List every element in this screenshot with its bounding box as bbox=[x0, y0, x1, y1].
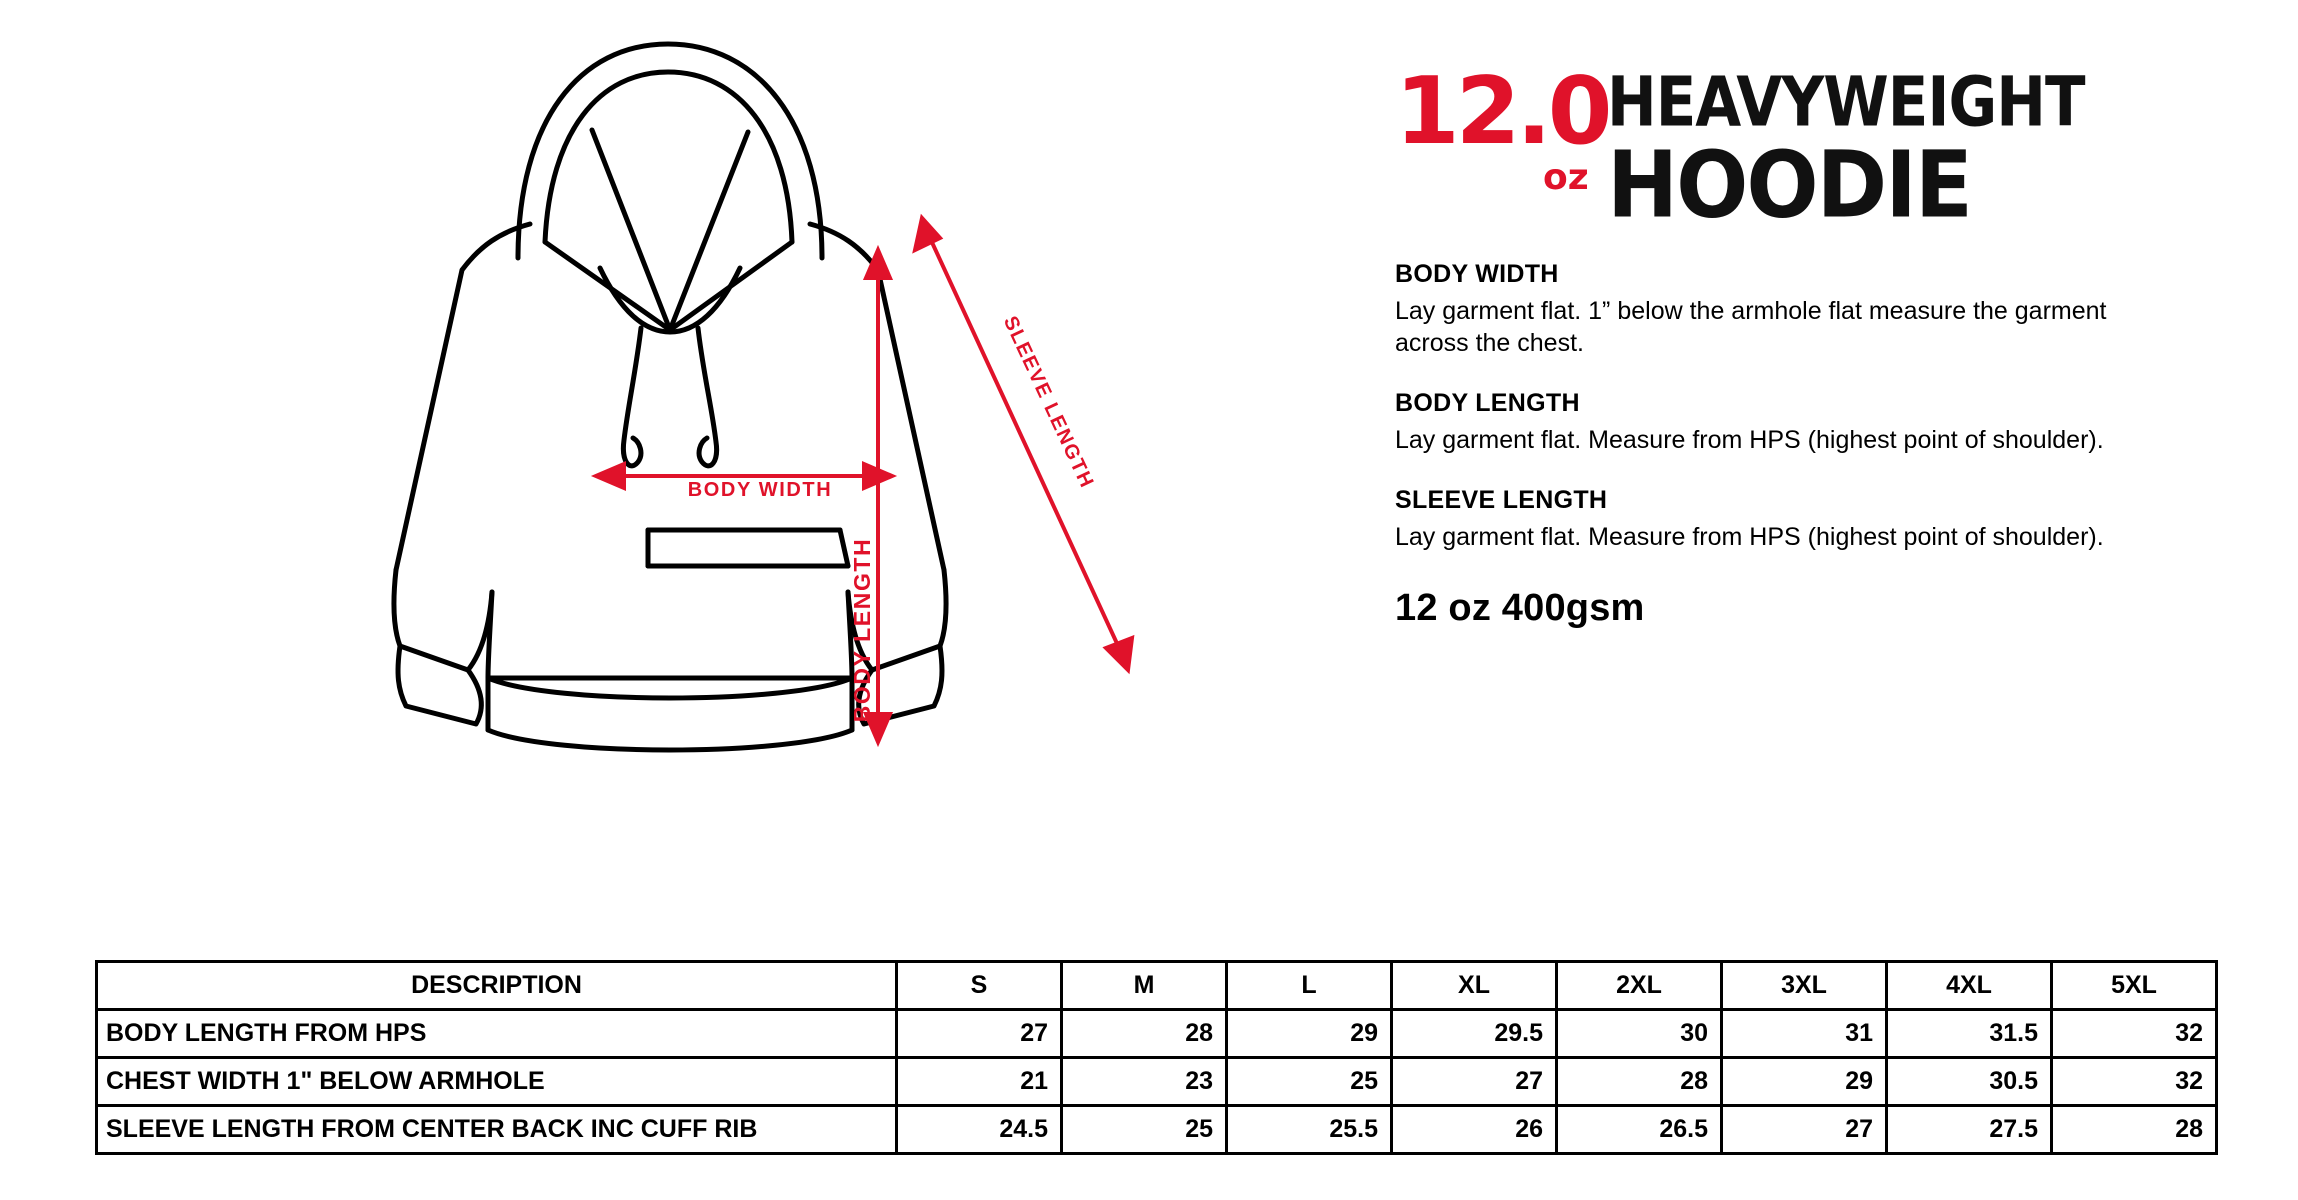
column-header-5xl: 5XL bbox=[2052, 962, 2217, 1010]
table-header-row bbox=[97, 962, 2217, 1010]
measurement-description: Lay garment flat. 1” below the armhole flat measure the garment across the chest. bbox=[1395, 297, 2107, 357]
row-label-chest-width: CHEST WIDTH 1" BELOW ARMHOLE bbox=[97, 1058, 897, 1106]
column-header-s: S bbox=[897, 962, 1062, 1010]
cell-value: 31.5 bbox=[1887, 1010, 2052, 1058]
column-header-2xl: 2XL bbox=[1557, 962, 1722, 1010]
cell-value: 28 bbox=[1557, 1058, 1722, 1106]
cell-value: 30 bbox=[1557, 1010, 1722, 1058]
column-header-3xl: 3XL bbox=[1722, 962, 1887, 1010]
sleeve-length-arrow-bottom bbox=[1106, 638, 1132, 670]
measurement-title: BODY WIDTH bbox=[1395, 260, 1559, 288]
measurement-description: Lay garment flat. Measure from HPS (highest point of shoulder). bbox=[1395, 523, 2104, 551]
measurement-sleeve-length bbox=[1395, 486, 2185, 553]
logo-line-heavyweight: HEAVYWEIGHT bbox=[1607, 62, 2085, 143]
measurement-body-width bbox=[1395, 260, 2185, 359]
cell-value: 29.5 bbox=[1392, 1010, 1557, 1058]
cell-value: 31 bbox=[1722, 1010, 1887, 1058]
cell-value: 26 bbox=[1392, 1106, 1557, 1154]
sleeve-length-label: SLEEVE LENGTH bbox=[998, 312, 1099, 493]
measurement-body-length bbox=[1395, 389, 2185, 456]
measurement-description: Lay garment flat. Measure from HPS (highest point of shoulder). bbox=[1395, 426, 2104, 454]
product-logo bbox=[1395, 55, 2185, 240]
column-header-l: L bbox=[1227, 962, 1392, 1010]
column-header-4xl: 4XL bbox=[1887, 962, 2052, 1010]
size-table bbox=[95, 960, 2218, 1155]
size-table-container bbox=[95, 960, 2215, 1155]
cell-value: 32 bbox=[2052, 1058, 2217, 1106]
table-row bbox=[97, 1106, 2217, 1154]
measurement-title: BODY LENGTH bbox=[1395, 389, 1580, 417]
body-width-label: BODY WIDTH bbox=[687, 479, 833, 501]
cell-value: 25 bbox=[1062, 1106, 1227, 1154]
table-row bbox=[97, 1058, 2217, 1106]
cell-value: 29 bbox=[1722, 1058, 1887, 1106]
cell-value: 30.5 bbox=[1887, 1058, 2052, 1106]
cell-value: 28 bbox=[2052, 1106, 2217, 1154]
cell-value: 29 bbox=[1227, 1010, 1392, 1058]
body-length-arrow-top bbox=[866, 250, 890, 278]
garment-illustration bbox=[200, 10, 1250, 940]
cell-value: 21 bbox=[897, 1058, 1062, 1106]
cell-value: 27 bbox=[1392, 1058, 1557, 1106]
column-header-m: M bbox=[1062, 962, 1227, 1010]
cell-value: 27 bbox=[897, 1010, 1062, 1058]
row-label-sleeve-length: SLEEVE LENGTH FROM CENTER BACK INC CUFF RIB bbox=[97, 1106, 897, 1154]
cell-value: 32 bbox=[2052, 1010, 2217, 1058]
info-panel bbox=[1395, 55, 2185, 630]
cell-value: 25.5 bbox=[1227, 1106, 1392, 1154]
cell-value: 27.5 bbox=[1887, 1106, 2052, 1154]
cell-value: 25 bbox=[1227, 1058, 1392, 1106]
logo-weight-unit: oz bbox=[1543, 157, 1589, 198]
body-width-arrow-left bbox=[596, 464, 624, 488]
cell-value: 28 bbox=[1062, 1010, 1227, 1058]
body-length-label: BODY LENGTH bbox=[849, 537, 875, 723]
column-header-xl: XL bbox=[1392, 962, 1557, 1010]
hoodie-technical-drawing bbox=[200, 10, 1250, 940]
sleeve-length-arrow-top bbox=[915, 218, 940, 250]
cell-value: 24.5 bbox=[897, 1106, 1062, 1154]
sleeve-length-line bbox=[930, 238, 1120, 650]
cell-value: 27 bbox=[1722, 1106, 1887, 1154]
cell-value: 23 bbox=[1062, 1058, 1227, 1106]
logo-weight-number: 12.0 bbox=[1395, 57, 1609, 165]
row-label-body-length: BODY LENGTH FROM HPS bbox=[97, 1010, 897, 1058]
measurement-instructions bbox=[1395, 260, 2185, 553]
measurement-title: SLEEVE LENGTH bbox=[1395, 486, 1608, 514]
fabric-weight-note: 12 oz 400gsm bbox=[1395, 587, 1645, 629]
logo-line-hoodie: HOODIE bbox=[1607, 132, 1971, 240]
cell-value: 26.5 bbox=[1557, 1106, 1722, 1154]
table-row bbox=[97, 1010, 2217, 1058]
column-header-description: DESCRIPTION bbox=[97, 962, 897, 1010]
